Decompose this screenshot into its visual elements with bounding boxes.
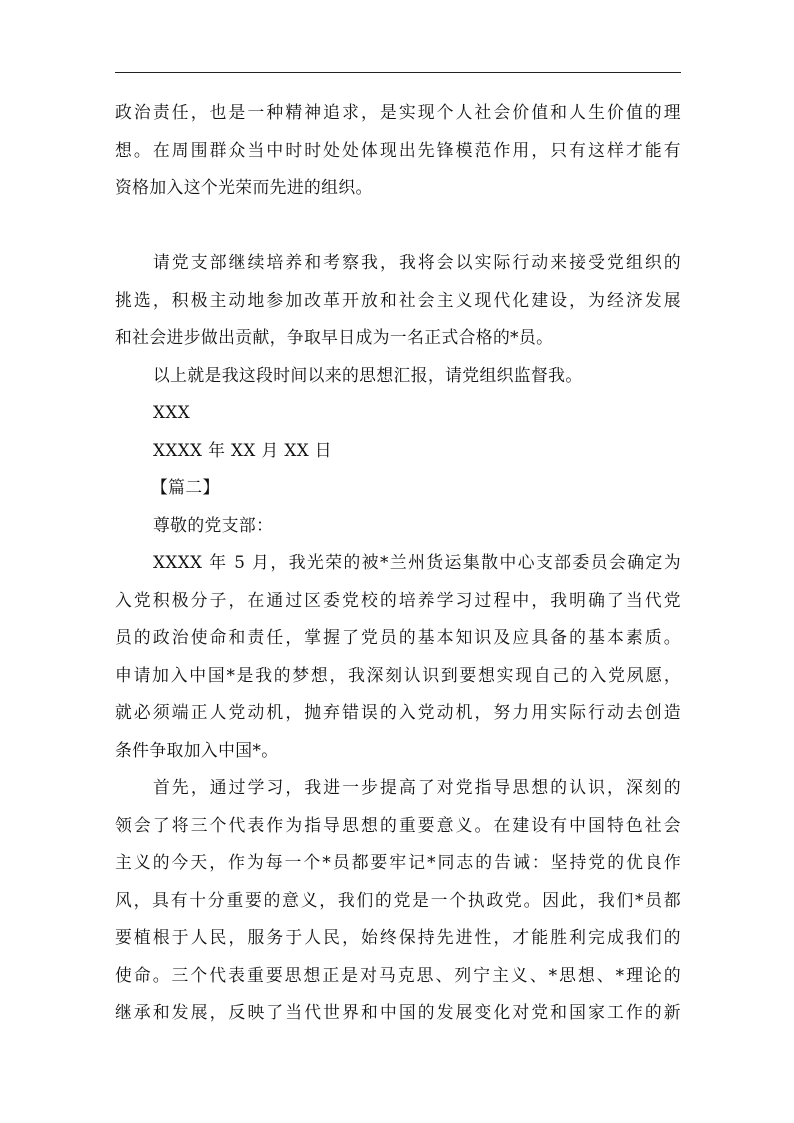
text-line: 申请加入中国*是我的梦想，我深刻认识到要想实现自己的入党夙愿， [115,664,681,685]
salutation [115,507,681,545]
text-line: 风，具有十分重要的意义，我们的党是一个执政党。因此，我们*员都 [115,889,681,910]
paragraph-gap [115,207,681,245]
paragraph-continued [115,94,681,207]
paragraph-closing [115,357,681,395]
text-line: XXX [153,402,191,422]
text-line: 和社会进步做出贡献，争取早日成为一名正式合格的*员。 [115,327,554,347]
text-line: 要植根于人民，服务于人民，始终保持先进性，才能胜利完成我们的 [115,927,681,947]
text-line: 继承和发展，反映了当代世界和中国的发展变化对党和国家工作的新 [115,1002,681,1022]
text-line: XXXX 年 XX 月 XX 日 [153,439,332,460]
header-rule [115,72,681,73]
signature-date [115,432,681,470]
text-line: 入党积极分子，在通过区委党校的培养学习过程中，我明确了当代党 [115,589,681,610]
text-line: 政治责任，也是一种精神追求，是实现个人社会价值和人生价值的理 [115,102,681,122]
text-line: 以上就是我这段时间以来的思想汇报，请党组织监督我。 [153,364,583,385]
text-line: 【篇二】 [151,477,220,497]
text-line: 员的政治使命和责任，掌握了党员的基本知识及应具备的基本素质。 [115,627,681,647]
paragraph-body-2 [115,769,681,1032]
text-line: 使命。三个代表重要思想正是对马克思、列宁主义、*思想、*理论的 [115,964,681,985]
text-line: 领会了将三个代表作为指导思想的重要意义。在建设有中国特色社会 [115,814,681,835]
paragraph-request [115,244,681,357]
text-line: 就必须端正人党动机，抛弃错误的入党动机，努力用实际行动去创造 [115,702,681,722]
text-line: 请党支部继续培养和考察我，我将会以实际行动来接受党组织的 [153,252,681,272]
text-line: 想。在周围群众当中时时处处体现出先锋模范作用，只有这样才能有 [115,139,681,160]
text-line: 首先，通过学习，我进一步提高了对党指导思想的认识，深刻的 [153,777,681,797]
signature-name [115,394,681,432]
document-page [115,94,681,1032]
text-line: 资格加入这个光荣而先进的组织。 [115,177,373,197]
section-title [115,469,681,507]
text-line: 尊敬的党支部： [153,514,274,535]
text-line: 主义的今天，作为每一个*员都要牢记*同志的告诫：坚持党的优良作 [115,852,681,872]
text-line: XXXX 年 5 月，我光荣的被*兰州货运集散中心支部委员会确定为 [153,552,681,572]
text-line: 挑选，积极主动地参加改革开放和社会主义现代化建设，为经济发展 [115,289,681,310]
paragraph-body-1 [115,544,681,769]
text-line: 条件争取加入中国*。 [115,739,279,760]
